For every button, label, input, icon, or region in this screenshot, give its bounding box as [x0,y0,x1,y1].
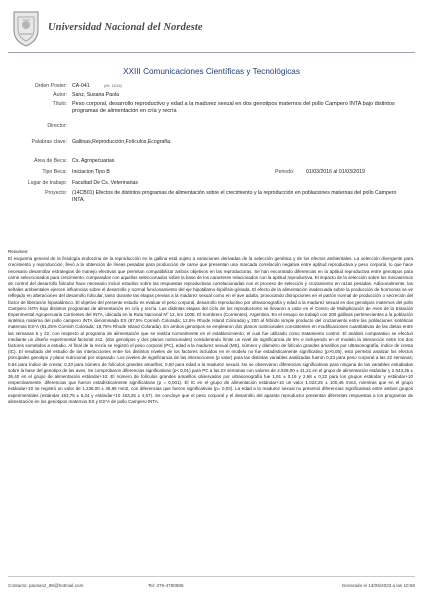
event-title: XXIII Comunicaciones Científicas y Tecnológicas [123,67,300,76]
footer-contact: Contacto: paosanz_86@hotmail.com [8,583,84,588]
lugar-trabajo-label: Lugar de trabajo: [27,180,67,186]
palabras-clave-label: Palabras clave: [31,139,67,145]
orden-poster-label: Orden Poster: [34,83,67,89]
periodo-value: 01/03/2016 al 01/03/2019 [306,169,365,175]
titulo-value: Peso corporal, desarrollo reproductivo y edad a la madurez sexual en dos genotipos maternos del pollo Campero INTA bajo distintos programas de alimentación en cría y recría [72,101,395,114]
orden-poster-value: CA-041 [72,83,90,89]
footer-phone: Tel: 379-4790886 [148,583,184,588]
director-label: Director: [47,123,67,129]
proyecto-label: Proyecto: [45,190,67,196]
university-seal-icon [8,8,44,48]
tipo-beca-label: Tipo Beca: [42,169,67,175]
footer-divider [8,576,415,577]
orden-poster-id: (ID: 1019) [104,83,122,88]
footer-generated: Generado el 13/06/2023 a las 10:58 [341,583,415,588]
titulo-label: Título: [52,101,67,107]
autor-value: Sanz, Susana Paola [72,92,120,98]
periodo-label: Periodo: [275,169,295,175]
tipo-beca-value: Iniciacion Tipo B [72,169,110,175]
summary-body: El esquema general de la fisiología endocrina de la reproducción en la gallina está sujeto a variaciones derivadas de la selección genética y de los efectos ambientales. La selección divergente para crecimiento y reproducción, llevó a la obtención de líneas pesadas para producción de carne que presentan una marcada correlación negativa entre aptitud reproductiva y peso corporal, lo que hace necesario desarrollar estrategias de manejo efectivas que permitan compatibilizar ambos objetivos en las reproductoras. Se han encontrado diferencias en la aptitud reproductiva entre genotipos para carne seleccionados para crecimiento, comparados con aquellos seleccionados sobre la base de los caracteres relacionados con la aptitud reproductiva. El impacto de la selección sobre los mecanismos de control del desarrollo folicular hace necesario incluir estudios sobre las respuestas reproductivas correlacionadas con el proceso de selección y cruzamiento en razas pesadas. Adicionalmente, las señales ambientales ejercen influencias sobre el desarrollo y normal funcionamiento del eje hipotálamo-hipófisis-gónada. El efecto de la alimentación inadecuada sobre la producción de hormonas se ve reflejado en alteraciones del desarrollo folicular, tanto durante las etapas previas a la madurez sexual como en el ave adulta, provocando disrupciones en el patrón normal de producción o secreción del factor de liberación hipotalámico. El objetivo del presente estudio es evaluar el peso corporal, desarrollo reproductivo por ultrasonografía y edad a la madurez sexual en dos genotipos maternos del pollo Campero INTA bajo distintos programas de alimentación en cría y recría. Las distintas etapas del ciclo de los reproductores se llevaron a cabo en el Centro de Multiplicación de Aves de la Estación Experimental Agropecuaria Corrientes del INTA, ubicada en la Ruta Nacional Nº 12, km 1008, El Sombrero (Corrientes), Argentina. En el ensayo se trabajó con 200 gallinas pertenecientes a la población sintética materna del pollo campero INTA denominada ES (87,5% Cornish Colorada; 12,5% Rhode Island Colorada) y 200 al híbrido simple producto del cruzamiento entre las poblaciones sintéticas maternas ES*A (81,25% Cornish Colorada; 18,75% Rhode Island Colorada). En ambos genotipos se emplearon dos planos nutricionales consistentes en modificaciones cuantitativas de las dietas entre las semanas 5 y 22, con respecto al programa de alimentación que se realiza normalmente en el establecimiento, el cual fue utilizado como tratamiento control. El análisis comparativo se efectuó mediante un diseño experimental factorial 2x2, (dos genotipos y dos planos nutricionales) considerando límite un nivel de significancia de 5% e incluyendo en el modelo la interacción entre los dos factores sometidos a estudio. Al final de la recría se registró el peso corporal (PC), edad a la madurez sexual (MS), número y diámetro de folículo grandes amarillos por ultrasonografía, índice de cresta (IC). El resultado del estudio de las interacciones entre los distintos niveles de los factores incluidos en el modelo no fue estadísticamente significativo (p>0,05), esto permitió analizar los efectos principales genotipo y plano nutricional por separado. Los niveles de significancia de las interacciones (p valor) para las distintas variables analizadas fueron 0,23 para peso corporal a las 22 semanas; 0,64 para índice de cresta; 0,33 para número de folículos grandes amarillos; 0,50 para edad a la madurez sexual. No se observaron diferencias significativas para ninguna de las variables estudiadas sobre la base del genotipo de las aves. Se comprobaron diferencias significativas (p< 0,01) para PC a las 23 semanas con valores de 2.528,00 ± 41,21 en el grupo de alimentación estándar y 2.643,25 ± 36,40 en el grupo de alimentación estándar+10. El número de folículos grandes amarillos observados por ultrasonografía fue 1,91 ± 0,16 y 2,68 ± 0,22 para los grupos estándar y estándar+10 respectivamente, diferencias que fueron estadísticamente significativas (p = 0,001). El IC en el grupo de alimentación estándar+10 un valor 1.022,25 ± 100,46 mm2, mientras que en el grupo estándar+10 se registró un valor de 1.236,00 ± 36,86 mm2, con diferencias que fueron significativas (p= 0,02). La edad a la madurez sexual no presentó diferencias significativas entre ambos grupos experimentales (estándar 153,75 ± 6,24 y estándar+10 153,25 ± 4,57). Se concluye que el peso corporal y el desarrollo del aparato reproductor presentan diferentes respuestas a los programas de alimentación en los genotipos maternos ES y ES*A de pollo Campero INTA. [8,256,413,404]
area-beca-value: Cs. Agropecuarias [72,158,115,164]
area-beca-label: Área de Beca: [34,158,67,164]
autor-label: Autor: [53,92,67,98]
header [8,8,415,58]
lugar-trabajo-value: Facultad De Cs. Veterinarias [72,180,139,186]
header-divider [8,52,415,53]
summary-heading: Resumen: [8,249,29,254]
palabras-clave-value: Gallinas,Reproducción,Folículos,Ecografía. [72,139,172,145]
university-name: Universidad Nacional del Nordeste [48,22,203,33]
proyecto-value: (14CB01) Efectos de distintos programas de alimentación sobre el crecimiento y la reproducción en poblaciones maternas del pollo Campero INTA. [72,190,397,203]
summary-section [8,249,413,405]
